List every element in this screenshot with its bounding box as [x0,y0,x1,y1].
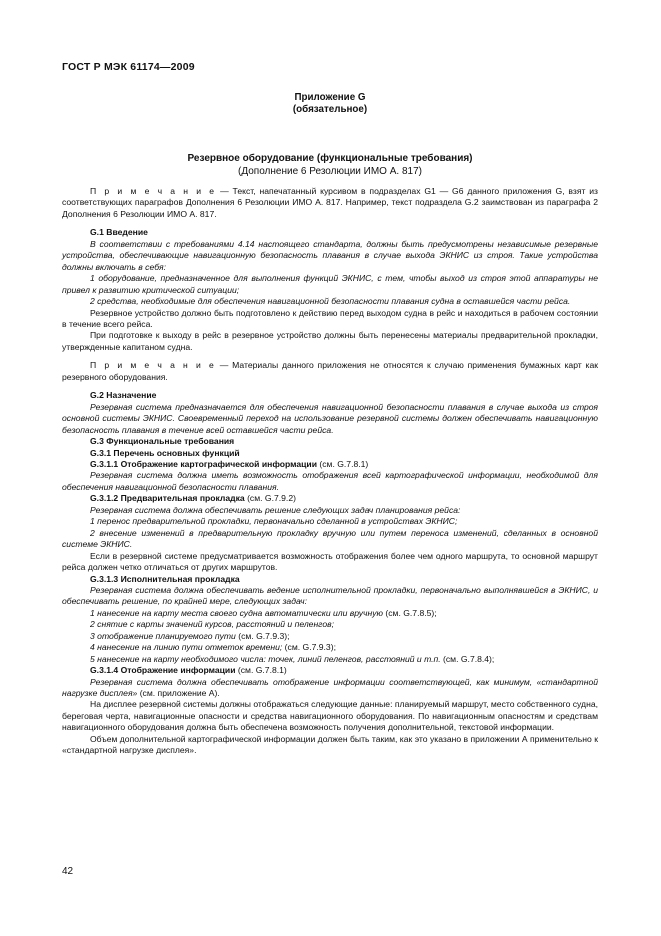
paragraph: Объем дополнительной картографической информации должен быть таким, как это указано в приложении А применительно к «стандартной нагрузке дисплея». [62,733,598,756]
list-item: 2 средства, необходимые для обеспечения навигационной безопасности плавания судна в оставшейся части рейса. [90,296,571,307]
section-title: Резервное оборудование (функциональные требования) [187,153,473,164]
list-item: 2 снятие с карты значений курсов, расстояний и пеленгов; [90,619,334,630]
note-text: — Материалы данного приложения не относятся к случаю применения бумажных карт как резервного оборудования. [62,360,598,382]
section-title-block [62,152,598,178]
paragraph: Резервная система должна иметь возможность отображения всей картографической информации, необходимой для обеспечения навигационной безопасности плавания. [62,470,598,492]
paragraph: Резервная система должна обеспечивать отображение информации соответствующей, как минимум, «стандартной нагрузке дисплея» (см. приложение А). [62,676,598,699]
subsection-heading: G.3.1 Перечень основных функций [90,447,240,458]
note-paragraph [62,360,598,383]
paragraph: Резервная система должна обеспечивать решение следующих задач планирования рейса: [90,504,461,515]
subsection-heading: G.3.1.2 Предварительная прокладка (см. G.7.9.2) [90,493,296,504]
note-paragraph [62,186,598,220]
subsection-heading: G.3.1.3 Исполнительная прокладка [90,573,240,584]
appendix-title: Приложение G [294,92,366,103]
note-text: — Текст, напечатанный курсивом в подразделах G1 — G6 данного приложения G, взят из соответствующих параграфов Дополнения 6 Резолюции ИМО А. 817. Например, текст подраздела G.2 заимствован из параграфа 2 Дополнения 6 Резолюции ИМО А. 817. [62,186,598,219]
document-body [62,186,598,757]
paragraph: Резервная система должна обеспечивать ведение исполнительной прокладки, первоначально выполнявшейся в ЭКНИС, и обеспечивать решение, по крайней мере, следующих задач: [62,584,598,607]
page-number: 42 [62,866,74,877]
list-item: 1 оборудование, предназначенное для выполнения функций ЭКНИС, с тем, чтобы выход из строя этой аппаратуры не привел к развитию критической ситуации; [62,273,598,295]
section-heading: G.2 Назначение [90,390,157,401]
list-item: 4 нанесение на линию пути отметок времени; (см. G.7.9.3); [90,642,336,653]
section-heading: G.1 Введение [90,227,148,238]
subsection-heading: G.3.1.4 Отображение информации (см. G.7.8.1) [90,665,287,676]
paragraph: В соответствии с требованиями 4.14 настоящего стандарта, должны быть предусмотрены независимые резервные устройства, обеспечивающие навигационную безопасность плавания в случае выхода ЭКНИС из строя. Такие устройства должны включать в себя: [62,238,598,272]
subsection-heading: G.3.1.1 Отображение картографической информации (см. G.7.8.1) [90,458,369,469]
appendix-title-block [62,92,598,116]
paragraph: Резервная система предназначается для обеспечения навигационной безопасности плавания в случае выхода из строя основной системы ЭКНИС. Своевременный переход на использование резервной системы должен обеспечивать навигационную безопасность плавания в течение всей оставшейся части рейса. [62,401,598,435]
section-subtitle: (Дополнение 6 Резолюции ИМО А. 817) [238,166,422,177]
note-label: П р и м е ч а н и е [90,186,217,196]
paragraph: При подготовке к выходу в рейс в резервное устройство должны быть перенесены материалы предварительной прокладки, утвержденные капитаном судна. [62,330,598,352]
list-item: 2 внесение изменений в предварительную прокладку вручную или путем переноса изменений, сделанных в основной системе ЭКНИС. [62,527,598,550]
list-item: 5 нанесение на карту необходимого числа: точек, линий пеленгов, расстояний и т.п. (см. G.7.8.4); [90,653,495,664]
note-label: П р и м е ч а н и е [90,360,216,371]
paragraph: На дисплее резервной системы должны отображаться следующие данные: планируемый маршрут, место собственного судна, береговая черта, навигационные опасности и средства навигационного оборудования. По навигационным опасностям и средствам навигационного оборудования должна быть обеспечена возможность получения дополнительной, текстовой информации. [62,699,598,733]
paragraph: Если в резервной системе предусматривается возможность отображения более чем одного маршрута, то основной маршрут рейса должен четко отличаться от других маршрутов. [62,550,598,573]
list-item: 3 отображение планируемого пути (см. G.7.9.3); [90,630,290,641]
list-item: 1 нанесение на карту места своего судна автоматически или вручную (см. G.7.8.5); [90,607,437,618]
list-item: 1 перенос предварительной прокладки, первоначально сделанной в устройствах ЭКНИС; [90,516,458,527]
section-heading: G.3 Функциональные требования [90,436,235,447]
appendix-status: (обязательное) [292,104,368,115]
paragraph: Резервное устройство должно быть подготовлено к действию перед выходом судна в рейс и находиться в рабочем состоянии в течение всего рейса. [62,307,598,329]
document-header: ГОСТ Р МЭК 61174—2009 [62,61,195,73]
